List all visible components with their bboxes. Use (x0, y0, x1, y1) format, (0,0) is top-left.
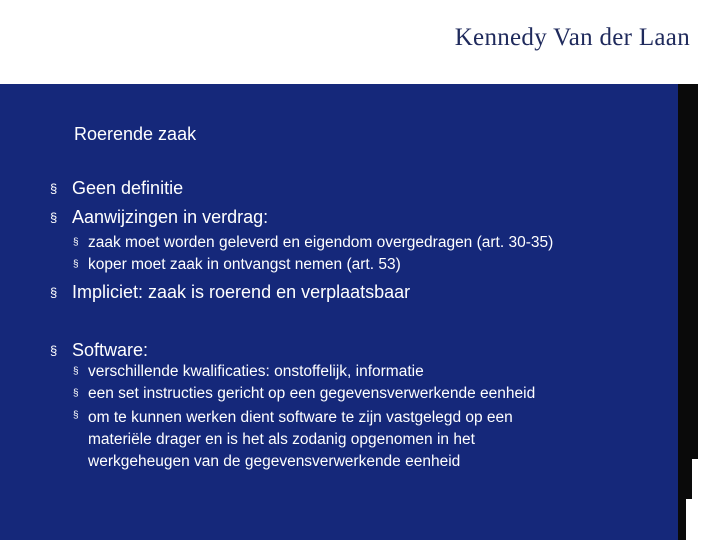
sub-bullet-text: om te kunnen werken dient software te zijn vastgelegd op een (88, 409, 513, 426)
sub-bullet-text: verschillende kwalificaties: onstoffelijk, informatie (88, 363, 424, 380)
decorative-edge (678, 84, 720, 540)
bullet-item (50, 340, 148, 361)
bullet-icon: § (73, 259, 79, 270)
bullet-icon: § (73, 410, 79, 421)
edge-strip (678, 84, 698, 459)
bullet-item (50, 282, 410, 303)
sub-bullet-text: zaak moet worden geleverd en eigendom overgedragen (art. 30-35) (88, 234, 554, 251)
bullet-item (50, 207, 268, 228)
sub-bullet-text: een set instructies gericht op een gegevensverwerkende eenheid (88, 385, 536, 402)
bullet-text: Software: (72, 340, 149, 360)
bullet-icon: § (50, 210, 58, 225)
sub-bullet-item (73, 363, 424, 381)
bullet-icon: § (50, 285, 58, 300)
bullet-item (50, 178, 183, 199)
sub-bullet-item (73, 234, 553, 252)
sub-bullet-text: materiële drager en is het als zodanig opgenomen in het (88, 431, 475, 448)
sub-bullet-text: werkgeheugen van de gegevensverwerkende eenheid (88, 453, 461, 470)
bullet-icon: § (73, 388, 79, 399)
sub-bullet-text: koper moet zaak in ontvangst nemen (art. 53) (88, 256, 401, 273)
bullet-text: Impliciet: zaak is roerend en verplaatsbaar (72, 282, 411, 302)
bullet-icon: § (73, 237, 79, 248)
bullet-icon: § (73, 366, 79, 377)
slide-title: Roerende zaak (74, 124, 197, 144)
edge-step (678, 459, 692, 499)
sub-bullet-item (73, 256, 401, 274)
sub-bullet-item (73, 407, 513, 473)
bullet-icon: § (50, 343, 58, 358)
bullet-text: Geen definitie (72, 178, 184, 198)
sub-bullet-item (73, 385, 535, 403)
company-logo: Kennedy Van der Laan (454, 24, 690, 51)
bullet-icon: § (50, 181, 58, 196)
bullet-text: Aanwijzingen in verdrag: (72, 207, 269, 227)
